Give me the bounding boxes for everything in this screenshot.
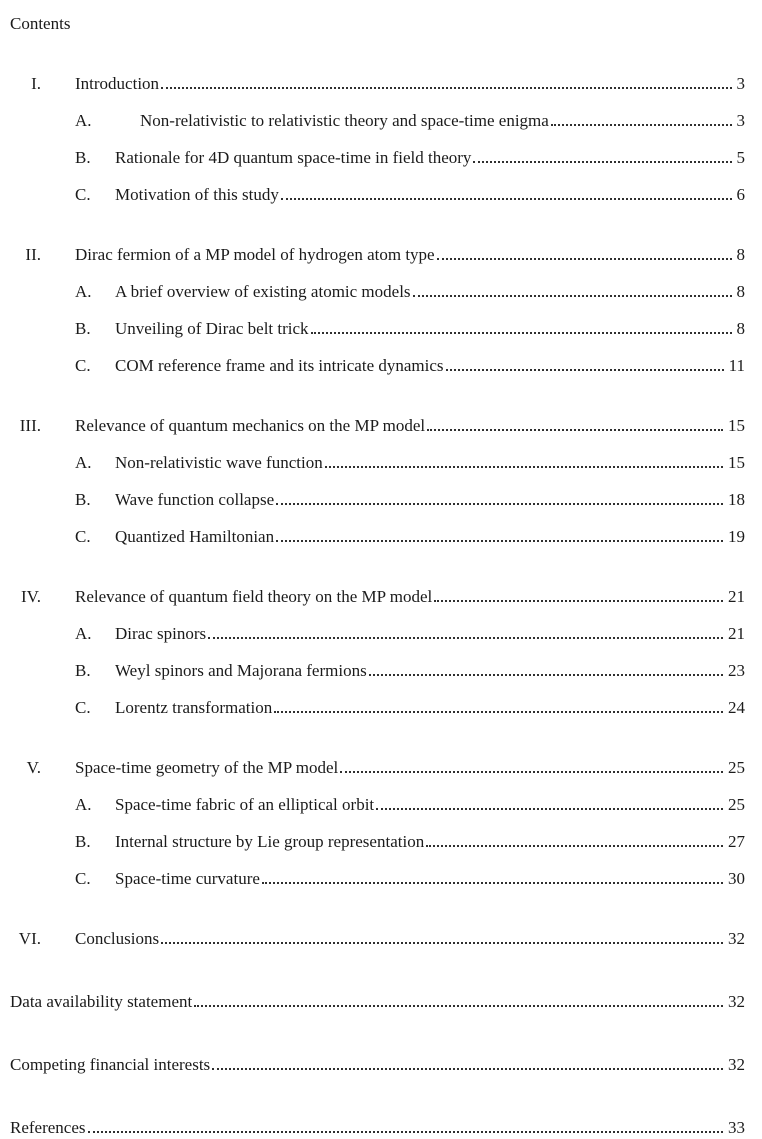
dotted-leader xyxy=(274,711,723,713)
toc-entry-title: Relevance of quantum mechanics on the MP model xyxy=(75,416,426,435)
toc-entry-title: Non-relativistic to relativistic theory and space-time enigma xyxy=(140,111,549,130)
toc-entry-title: Internal structure by Lie group representation xyxy=(115,832,425,851)
toc-section-entry xyxy=(10,246,745,263)
toc-entry-number: I. xyxy=(31,74,41,93)
toc-entry-title: Data availability statement xyxy=(10,992,193,1011)
toc-entry-page-number: 25 xyxy=(728,795,745,814)
toc-entry-number: A. xyxy=(75,111,92,130)
toc-entry-number: VI. xyxy=(18,929,41,948)
toc-entry-number: IV. xyxy=(21,587,41,606)
toc-entry-number: B. xyxy=(75,490,91,509)
toc-entry-page-number: 24 xyxy=(728,698,745,717)
dotted-leader xyxy=(551,124,732,126)
dotted-leader xyxy=(376,808,723,810)
toc-entry-number: C. xyxy=(75,869,91,888)
toc-entry-title: Unveiling of Dirac belt trick xyxy=(115,319,309,338)
toc-entry-page-number: 32 xyxy=(728,1055,745,1074)
toc-entry-page-number: 19 xyxy=(728,527,745,546)
toc-entry-title: Relevance of quantum field theory on the MP model xyxy=(75,587,433,606)
toc-entry-number: A. xyxy=(75,624,92,643)
dotted-leader xyxy=(325,466,723,468)
toc-entry-title: Motivation of this study xyxy=(115,185,279,204)
toc-entry-page-number: 8 xyxy=(736,282,745,301)
toc-entry-number: C. xyxy=(75,527,91,546)
toc-entry-number: B. xyxy=(75,832,91,851)
dotted-leader xyxy=(281,198,732,200)
dotted-leader xyxy=(161,87,731,89)
dotted-leader xyxy=(434,600,723,602)
dotted-leader xyxy=(194,1005,723,1007)
toc-subsection-entry xyxy=(10,699,745,716)
dotted-leader xyxy=(473,161,731,163)
toc-entry-title: COM reference frame and its intricate dynamics xyxy=(115,356,444,375)
toc-entry-number: III. xyxy=(19,416,41,435)
toc-entry-number: C. xyxy=(75,698,91,717)
toc-subsection-entry xyxy=(10,796,745,813)
dotted-leader xyxy=(413,295,732,297)
toc-standalone-entry xyxy=(10,993,745,1010)
dotted-leader xyxy=(276,503,723,505)
toc-entry-page-number: 11 xyxy=(728,356,745,375)
toc-entry-page-number: 15 xyxy=(728,416,745,435)
toc-entry-number: II. xyxy=(25,245,41,264)
dotted-leader xyxy=(208,637,723,639)
toc-subsection-entry xyxy=(10,833,745,850)
toc-entry-title: Quantized Hamiltonian xyxy=(115,527,275,546)
dotted-leader xyxy=(88,1131,723,1133)
toc-entry-page-number: 23 xyxy=(728,661,745,680)
toc-entry-number: V. xyxy=(26,758,41,777)
dotted-leader xyxy=(340,771,723,773)
toc-entry-title: Non-relativistic wave function xyxy=(115,453,323,472)
toc-entry-title: Dirac fermion of a MP model of hydrogen atom type xyxy=(75,245,435,264)
toc-section-entry xyxy=(10,75,745,92)
toc-entry-page-number: 6 xyxy=(736,185,745,204)
toc-entry-page-number: 21 xyxy=(728,587,745,606)
contents-heading: Contents xyxy=(10,14,71,33)
toc-entry-title: Space-time fabric of an elliptical orbit xyxy=(115,795,375,814)
toc-entry-page-number: 8 xyxy=(736,245,745,264)
toc-standalone-entry xyxy=(10,1119,745,1136)
toc-entry-page-number: 32 xyxy=(728,992,745,1011)
toc-subsection-entry xyxy=(10,357,745,374)
toc-entry-page-number: 33 xyxy=(728,1118,745,1137)
dotted-leader xyxy=(262,882,723,884)
toc-entry-number: C. xyxy=(75,356,91,375)
toc-entry-page-number: 5 xyxy=(736,148,745,167)
toc-section-entry xyxy=(10,588,745,605)
toc-subsection-entry xyxy=(10,283,745,300)
toc-subsection-entry xyxy=(10,528,745,545)
toc-entry-page-number: 30 xyxy=(728,869,745,888)
toc-subsection-entry xyxy=(10,870,745,887)
toc-entry-number: A. xyxy=(75,795,92,814)
toc-entry-page-number: 32 xyxy=(728,929,745,948)
toc-subsection-entry xyxy=(10,454,745,471)
toc-entry-page-number: 18 xyxy=(728,490,745,509)
toc-entry-title: Weyl spinors and Majorana fermions xyxy=(115,661,367,680)
dotted-leader xyxy=(427,429,723,431)
toc-subsection-entry xyxy=(10,662,745,679)
dotted-leader xyxy=(426,845,723,847)
toc-entry-title: Introduction xyxy=(75,74,160,93)
dotted-leader xyxy=(161,942,723,944)
toc-entry-page-number: 3 xyxy=(736,74,745,93)
toc-subsection-entry xyxy=(10,186,745,203)
dotted-leader xyxy=(369,674,723,676)
toc-entry-number: B. xyxy=(75,148,91,167)
toc-entry-number: B. xyxy=(75,661,91,680)
dotted-leader xyxy=(212,1068,723,1070)
toc-entry-page-number: 8 xyxy=(736,319,745,338)
toc-entry-title: Competing financial interests xyxy=(10,1055,211,1074)
toc-list xyxy=(10,75,745,1136)
toc-entry-number: A. xyxy=(75,453,92,472)
dotted-leader xyxy=(437,258,732,260)
toc-entry-title: Space-time curvature xyxy=(115,869,260,888)
toc-section-entry xyxy=(10,759,745,776)
toc-entry-title: Dirac spinors xyxy=(115,624,207,643)
toc-entry-title: Wave function collapse xyxy=(115,490,275,509)
toc-section-entry xyxy=(10,417,745,434)
toc-subsection-entry xyxy=(10,149,745,166)
toc-subsection-entry xyxy=(10,625,745,642)
toc-entry-title: Lorentz transformation xyxy=(115,698,273,717)
toc-entry-page-number: 27 xyxy=(728,832,745,851)
toc-entry-number: A. xyxy=(75,282,92,301)
toc-entry-page-number: 15 xyxy=(728,453,745,472)
toc-section-entry xyxy=(10,930,745,947)
toc-standalone-entry xyxy=(10,1056,745,1073)
toc-entry-title: A brief overview of existing atomic models xyxy=(115,282,411,301)
dotted-leader xyxy=(311,332,732,334)
dotted-leader xyxy=(446,369,724,371)
toc-entry-number: B. xyxy=(75,319,91,338)
toc-entry-page-number: 21 xyxy=(728,624,745,643)
toc-entry-title: Space-time geometry of the MP model xyxy=(75,758,339,777)
toc-subsection-entry xyxy=(10,112,745,129)
toc-entry-number: C. xyxy=(75,185,91,204)
toc-subsection-entry xyxy=(10,491,745,508)
dotted-leader xyxy=(276,540,723,542)
toc-entry-title: References xyxy=(10,1118,86,1137)
toc-entry-page-number: 25 xyxy=(728,758,745,777)
toc-subsection-entry xyxy=(10,320,745,337)
toc-entry-title: Conclusions xyxy=(75,929,160,948)
toc-entry-page-number: 3 xyxy=(736,111,745,130)
toc-entry-title: Rationale for 4D quantum space-time in field theory xyxy=(115,148,472,167)
